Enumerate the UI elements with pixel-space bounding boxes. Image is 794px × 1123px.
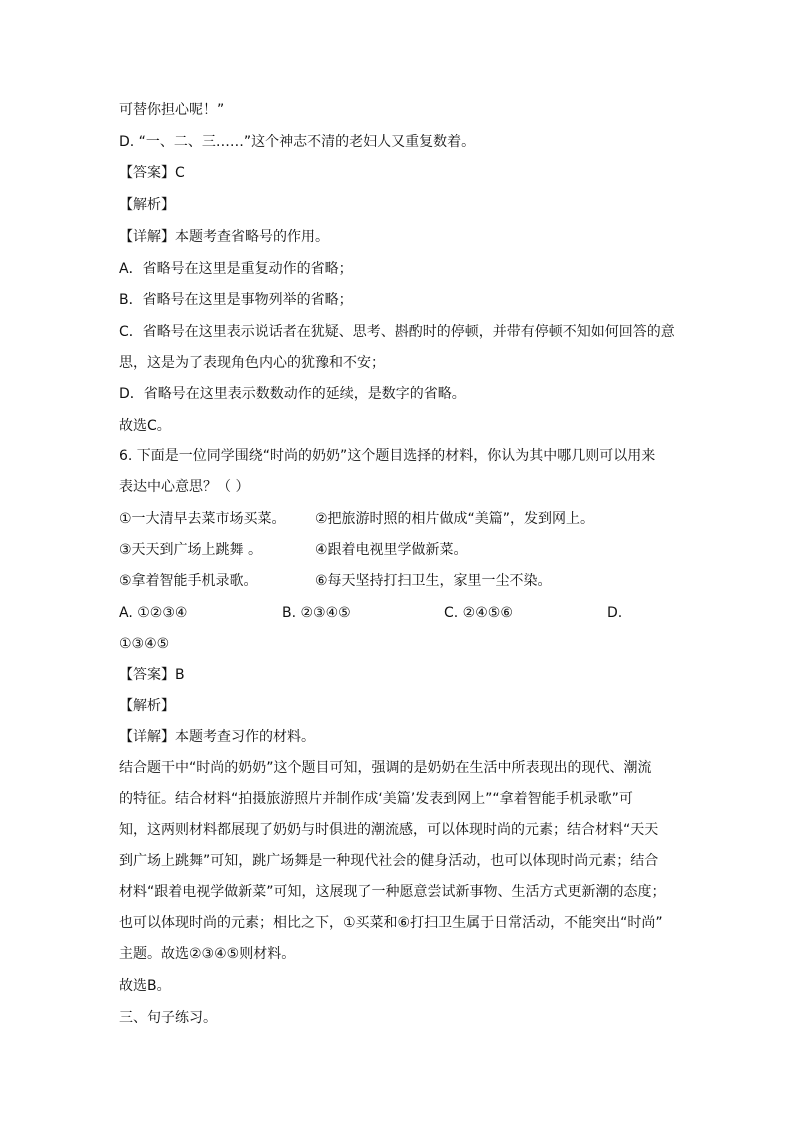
body-line-3: 知，这两则材料都展现了奶奶与时俱进的潮流感，可以体现时尚的元素；结合材料“天天 [119, 822, 659, 838]
answer-label: 【答案】C [119, 165, 185, 181]
material-6: ⑥每天坚持打扫卫生，家里一尘不染。 [315, 573, 552, 589]
body-line-5: 材料“跟着电视学做新菜”可知，这展现了一种愿意尝试新事物、生活方式更新潮的态度； [119, 884, 666, 900]
body-line-2: 的特征。结合材料“拍摄旅游照片并制作成‘美篇’发表到网上”“拿着智能手机录歌”可 [119, 791, 633, 807]
choice-c: C. ②④⑤⑥ [444, 605, 513, 621]
question-6-cont: 表达中心意思？（ ） [119, 479, 250, 495]
section-heading: 三、句子练习。 [119, 1010, 217, 1026]
material-4: ④跟着电视里学做新菜。 [315, 542, 468, 558]
material-3: ③天天到广场上跳舞 。 [119, 542, 263, 558]
explain-c-cont: 思，这是为了表现角色内心的犹豫和不安； [119, 355, 385, 371]
option-d-line: D. “一、二、三……”这个神志不清的老妇人又重复数着。 [119, 134, 476, 150]
material-2: ②把旅游时照的相片做成“美篇”，发到网上。 [315, 511, 595, 527]
materials-row-2 [119, 540, 719, 560]
choices-row [119, 603, 679, 623]
explain-a: A．省略号在这里是重复动作的省略； [119, 261, 353, 277]
choose-line-2: 故选B。 [119, 978, 171, 994]
text-line: 可替你担心呢！” [119, 102, 225, 118]
choice-d: D. [607, 605, 623, 621]
analysis-label: 【解析】 [119, 197, 175, 213]
material-5: ⑤拿着智能手机录歌。 [119, 573, 258, 589]
detail-line: 【详解】本题考查省略号的作用。 [119, 229, 329, 245]
materials-row-1 [119, 509, 719, 529]
choose-line: 故选C。 [119, 418, 171, 434]
body-line-7: 主题。故选②③④⑤则材料。 [119, 946, 296, 962]
material-1: ①一大清早去菜市场买菜。 [119, 511, 286, 527]
answer-label-2: 【答案】B [119, 667, 185, 683]
choice-a: A. ①②③④ [119, 605, 188, 621]
explain-b: B．省略号在这里是事物列举的省略； [119, 292, 353, 308]
explain-c: C．省略号在这里表示说话者在犹疑、思考、斟酌时的停顿，并带有停顿不知如何回答的意 [119, 324, 675, 340]
body-line-4: 到广场上跳舞”可知，跳广场舞是一种现代社会的健身活动，也可以体现时尚元素；结合 [119, 853, 659, 869]
analysis-label-2: 【解析】 [119, 698, 175, 714]
materials-row-3 [119, 571, 719, 591]
detail-line-2: 【详解】本题考查习作的材料。 [119, 729, 315, 745]
explain-d: D．省略号在这里表示数数动作的延续，是数字的省略。 [119, 386, 466, 402]
choice-b: B. ②③④⑤ [282, 605, 351, 621]
body-line-1: 结合题干中“时尚的奶奶”这个题目可知，强调的是奶奶在生活中所表现出的现代、潮流 [119, 760, 652, 776]
body-line-6: 也可以体现时尚的元素；相比之下，①买菜和⑥打扫卫生属于日常活动，不能突出“时尚” [119, 915, 663, 931]
question-6: 6. 下面是一位同学围绕“时尚的奶奶”这个题目选择的材料，你认为其中哪几则可以用来 [119, 448, 656, 464]
choice-d-cont: ①③④⑤ [119, 636, 170, 652]
